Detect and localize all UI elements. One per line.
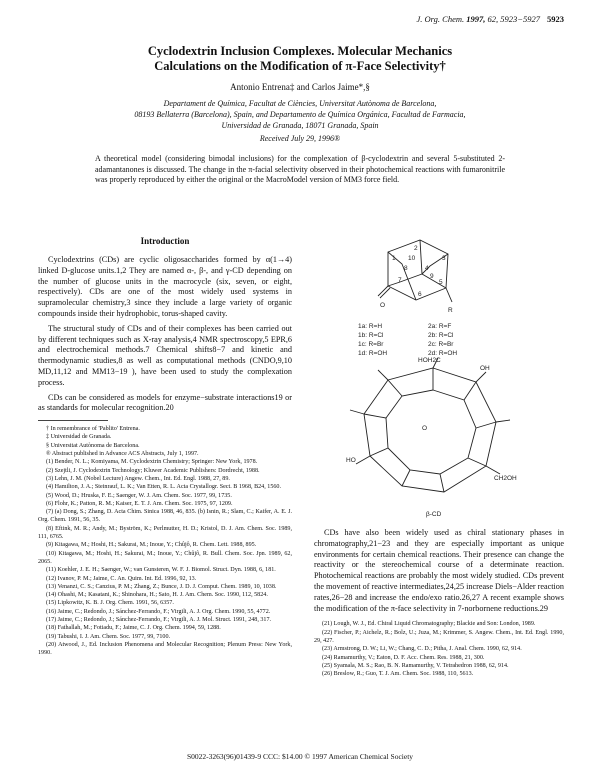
compound-label: 2d: R=OH bbox=[428, 350, 458, 357]
reference: (16) Jaime, C.; Redondo, J.; Sánchez-Ferrando, F.; Virgili, A. J. Org. Chem. 1990, 55, 4772. bbox=[46, 608, 271, 615]
paper-title bbox=[60, 44, 540, 74]
journal-year: 1997, bbox=[466, 14, 486, 24]
compound-label: 2a: R=F bbox=[428, 323, 452, 330]
beta-cyclodextrin-structure bbox=[346, 357, 517, 492]
reference: (19) Tabushi, I. J. Am. Chem. Soc. 1977, 99, 7100. bbox=[46, 633, 171, 640]
compound-label: 2b: R=Cl bbox=[428, 332, 454, 339]
atom-label: CH2OH bbox=[494, 475, 517, 482]
affiliation-line: 08193 Bellaterra (Barcelona), Spain, and Departamento de Química Orgánica, Facultad de Farmacia, bbox=[134, 110, 466, 119]
authors: Antonio Entrena‡ and Carlos Jaime*,§ bbox=[230, 82, 370, 92]
atom-label: HO bbox=[346, 457, 356, 464]
chemical-structures-figure bbox=[318, 230, 550, 522]
reference: (15) Lipkowitz, K. B. J. Org. Chem. 1991, 56, 6357. bbox=[46, 600, 174, 607]
footnotes bbox=[38, 425, 292, 458]
ring-number: 6 bbox=[418, 291, 422, 298]
reference: (20) Atwood, J., Ed. Inclusion Phenomena and Molecular Recognition; Plenum Press: New York, 1990. bbox=[38, 641, 292, 657]
reference: (24) Ramamurthy, V.; Eaton, D. F. Acc. Chem. Res. 1988, 21, 300. bbox=[322, 654, 485, 661]
reference: (14) Ohashi, M.; Kasatani, K.; Shinohara, H.; Sato, H. J. Am. Chem. Soc. 1990, 112, 5824. bbox=[46, 592, 268, 599]
reference: (7) (a) Dong, S.; Zhang, D. Acta Chim. Sinica 1988, 46, 835. (b) Isnin, R.; Slam, C.; Kaifer, A. E. J. Org. Chem. 1991, 56, 35. bbox=[38, 509, 292, 524]
footnote: § Universitat Autònoma de Barcelona. bbox=[46, 442, 140, 449]
left-column bbox=[38, 236, 292, 657]
intro-paragraph: CDs can be considered as models for enzyme−substrate interactions19 or as standards for molecular recognition.20 bbox=[38, 392, 292, 413]
page-footer: S0022-3263(96)01439-9 CCC: $14.00 © 1997 American Chemical Society bbox=[186, 752, 414, 761]
ring-number: 7 bbox=[398, 277, 402, 284]
journal-volume: 62, bbox=[487, 14, 499, 24]
ring-number: 1 bbox=[392, 255, 396, 262]
affiliation-line: Universidad de Granada, 18071 Granada, Spain bbox=[221, 121, 379, 130]
intro-paragraph: Cyclodextrins (CDs) are cyclic oligosaccharides formed by α(1→4) linked D-glucose units.1,2 They are named α-, β-, and γ-CD depending on the number of glucose units in the macrocycle (six, seven, or eight, respectively). CDs are one of the most widely used systems in supramolecular chemistry,3 since they include a large variety of organic compounds inside their hydrophobic, torus-shaped cavity. bbox=[38, 255, 292, 318]
body-paragraph: CDs have also been widely used as chiral stationary phases in chromatography,21−23 and they are especially important as unique environments for certain chemical reactions. Their presence can change the reactivity or the stereochemical course of a determinate reaction. Photochemical reactions are probably the most widely studied. CDs prevent the movement of reactive intermediates,24,25 increase Diels−Alder reaction rates,26−28 and increase the endo/exo ratio.26,27 A recent example shows the modification of the π-face selectivity in 7-norbornene reductions.29 bbox=[314, 528, 564, 613]
journal-name: J. Org. Chem. bbox=[416, 14, 465, 24]
running-header bbox=[0, 14, 540, 24]
compound-label: 1a: R=H bbox=[358, 323, 383, 330]
reference: (10) Kitagawa, M.; Hoshi, H.; Sakurai, M.; Inoue, Y.; Chûjô, R. Bull. Chem. Soc. Jpn. 1989, 62, 2065. bbox=[38, 550, 292, 565]
reference: (23) Armstrong, D. W.; Li, W.; Chang, C. D.; Pitha, J. Anal. Chem. 1990, 62, 914. bbox=[322, 646, 522, 653]
reference: (12) Ivanov, P. M.; Jaime, C. An. Quim. Int. Ed. 1996, 92, 13. bbox=[46, 575, 197, 582]
atom-label: R bbox=[448, 307, 453, 314]
reference: (8) Eftink, M. R.; Andy, M.; Byström, K.; Perlmutter, H. D.; Kristol, D. J. Am. Chem. Soc. 1989, 111, 6765. bbox=[38, 525, 292, 541]
reference: (11) Koehler, J. E. H.; Saenger, W.; van Gunsteren, W. F. J. Biomol. Struct. Dyn. 1988, 6, 181. bbox=[46, 567, 276, 574]
compound-label: 1b: R=Cl bbox=[358, 332, 384, 339]
reference: (9) Kitagawa, M.; Hoshi, H.; Sakurai, M.; Inoue, Y.; Chûjô, R. Chem. Lett. 1988, 895. bbox=[46, 542, 257, 549]
intro-paragraph: The structural study of CDs and of their complexes has been carried out by different techniques such as X-ray analysis,4 NMR spectroscopy,5 EPR,6 and electrochemical methods.7 Chemical shifts8−7 and kinetic and thermodynamic studies,8 as well as computational methods (CNDO,9,10 MD,11,12 and MM13−19 ), have been used to study the complexation process. bbox=[38, 323, 292, 387]
footnote: † In remembrance of 'Pablito' Entrena. bbox=[46, 426, 140, 433]
reference-list-left bbox=[38, 458, 292, 657]
ring-number: 8 bbox=[404, 265, 408, 272]
footnote: ‡ Universidad de Granada. bbox=[46, 434, 112, 441]
reference-list-right bbox=[314, 620, 564, 678]
title-line-2: Calculations on the Modification of π-Face Selectivity† bbox=[154, 59, 446, 73]
ring-number: 9 bbox=[430, 273, 434, 280]
received-date: Received July 29, 1996® bbox=[259, 134, 341, 143]
reference: (21) Lough, W. J., Ed. Chiral Liquid Chromatography; Blackie and Son: London, 1989. bbox=[322, 621, 536, 628]
footnote: ® Abstract published in Advance ACS Abstracts, July 1, 1997. bbox=[46, 451, 199, 458]
atom-label: OH bbox=[480, 365, 490, 372]
reference: (22) Fischer, P.; Aichelz, R.; Bolz, U.; Juza, M.; Krimmer, S. Angew. Chem., Int. Ed. Engl. 1990, 29, 427. bbox=[314, 629, 564, 644]
adamantanone-structure bbox=[378, 240, 453, 314]
reference: (4) Hamilton, J. A.; Steinrauf, L. K.; Van Etten, R. L. Acta Crystallogr. Sect. B 1968, B24, 1560. bbox=[46, 484, 281, 491]
page-number: 5923 bbox=[547, 14, 564, 24]
reference: (26) Breslow, R.; Guo, T. J. Am. Chem. Soc. 1988, 110, 5613. bbox=[322, 671, 474, 678]
reference: (25) Syamala, M. S.; Rao, B. N. Ramamurthy, V. Tetrahedron 1988, 62, 914. bbox=[322, 662, 509, 669]
reference: (13) Venanzi, C. S.; Canzius, P. M.; Zhang, Z.; Bunce, J. D. J. Comput. Chem. 1989, 10, 1038. bbox=[46, 583, 277, 590]
affiliation-line: Departament de Química, Facultat de Ciències, Universitat Autònoma de Barcelona, bbox=[163, 99, 437, 108]
reference: (2) Szejtli, J. Cyclodextrin Technology; Kluwer Academic Publishers: Dordrecht, 1988. bbox=[46, 467, 260, 474]
right-column bbox=[314, 528, 564, 678]
reference: (18) Fathallah, M.; Fotiadu, F.; Jaime, C. J. Org. Chem. 1994, 59, 1288. bbox=[46, 625, 221, 632]
section-heading: Introduction bbox=[140, 236, 190, 246]
ring-number: 4 bbox=[425, 265, 429, 272]
abstract: A theoretical model (considering bimodal inclusions) for the complexation of β-cyclodextrin and several 5-substituted 2-adamantanones is discussed. The change in the π-facial selectivity observed in their photochemical reactions with fumaronitrile was properly reproduced by either the original or the MacroModel version of MM3 force field. bbox=[95, 154, 505, 185]
compound-label: 2c: R=Br bbox=[428, 341, 454, 348]
reference: (5) Wood, D.; Hruska, F. E.; Saenger, W. J. Am. Chem. Soc. 1977, 99, 1735. bbox=[46, 492, 232, 499]
ring-number: 2 bbox=[414, 245, 418, 252]
atom-label: HOH2C bbox=[418, 357, 441, 364]
compound-label-list bbox=[358, 323, 457, 357]
journal-pages: 5923−5927 bbox=[500, 14, 540, 24]
ring-number: 5 bbox=[439, 279, 443, 286]
atom-label: O bbox=[380, 302, 386, 309]
atom-label: O bbox=[422, 425, 428, 432]
compound-label: 1c: R=Br bbox=[358, 341, 384, 348]
reference: (1) Bender, N. L.; Komiyama, M. Cyclodextrin Chemistry; Springer: New York, 1978. bbox=[46, 459, 258, 466]
compound-label: 1d: R=OH bbox=[358, 350, 388, 357]
reference: (17) Jaime, C.; Redondo, J.; Sánchez-Ferrando, F.; Virgili, A. J. Mol. Struct. 1991, 248, 317. bbox=[46, 616, 272, 623]
title-line-1: Cyclodextrin Inclusion Complexes. Molecular Mechanics bbox=[147, 44, 453, 58]
reference: (6) Flohr, K.; Patton, R. M.; Kaiser, E. T. J. Am. Chem. Soc. 1975, 97, 1209. bbox=[46, 500, 233, 507]
ring-number: 10 bbox=[408, 255, 416, 262]
footnote-divider bbox=[38, 420, 108, 421]
figure-caption: β-CD bbox=[426, 511, 442, 518]
reference: (3) Lehn, J. M. (Nobel Lecture) Angew. Chem., Int. Ed. Engl. 1988, 27, 89. bbox=[46, 475, 230, 482]
affiliations bbox=[60, 98, 540, 131]
ring-number: 3 bbox=[442, 255, 446, 262]
